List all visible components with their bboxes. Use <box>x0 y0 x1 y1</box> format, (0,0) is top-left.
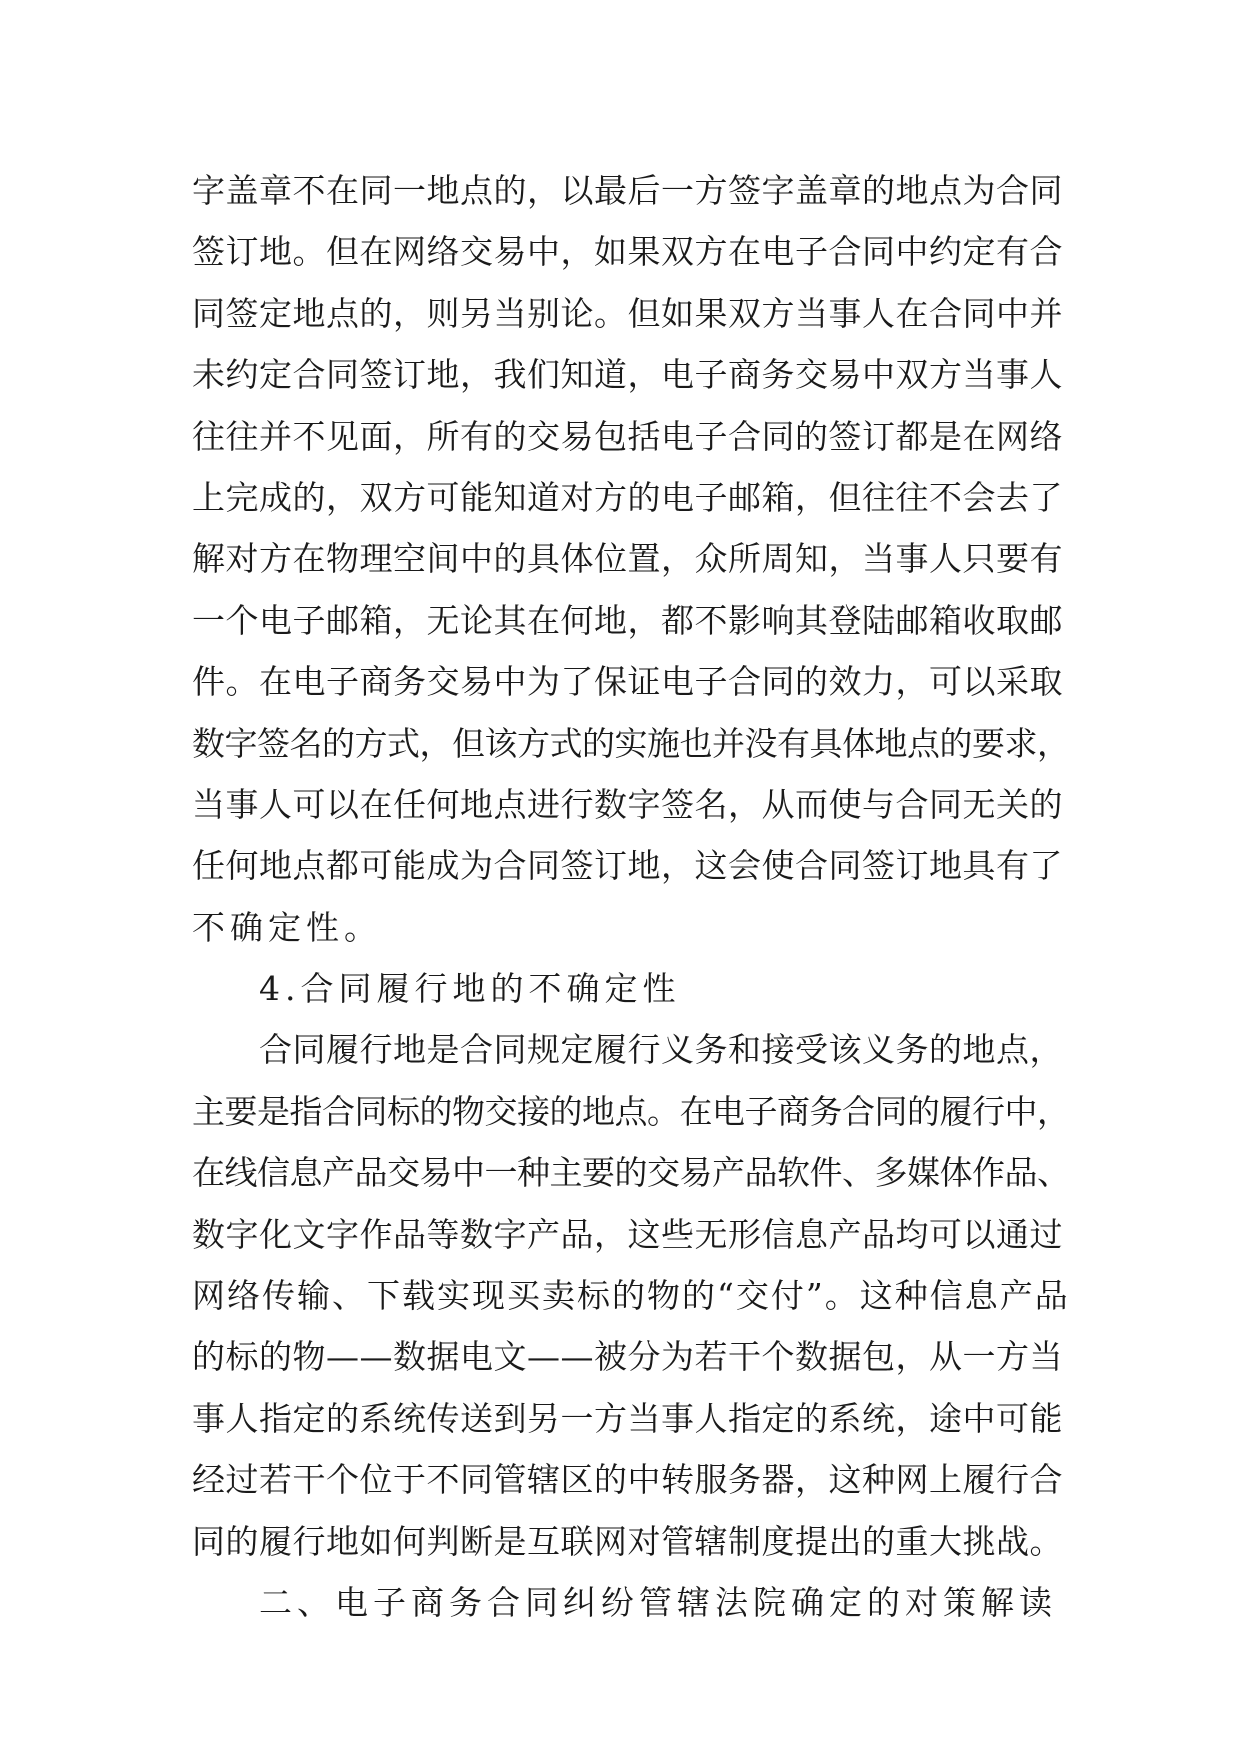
text-line-7: 解对方在物理空间中的具体位置，众所周知，当事人只要有 <box>192 539 1063 579</box>
text-line-9: 件。在电子商务交易中为了保证电子合同的效力，可以采取 <box>192 662 1063 702</box>
paragraph-start: 合同履行地是合同规定履行义务和接受该义务的地点， <box>259 1030 1063 1070</box>
text-line-16: 主要是指合同标的物交接的地点。在电子商务合同的履行中， <box>192 1091 1070 1131</box>
body-text <box>192 160 1072 1633</box>
text-line-13: 不确定性。 <box>192 907 382 947</box>
text-line-18: 数字化文字作品等数字产品，这些无形信息产品均可以通过 <box>192 1214 1063 1254</box>
text-line-10: 数字签名的方式，但该方式的实施也并没有具体地点的要求， <box>192 723 1070 763</box>
text-line-1: 字盖章不在同一地点的，以最后一方签字盖章的地点为合同 <box>192 171 1063 210</box>
section-heading-4: 4.合同履行地的不确定性 <box>259 969 681 1009</box>
text-line-23: 同的履行地如何判断是互联网对管辖制度提出的重大挑战。 <box>192 1521 1063 1561</box>
text-line-19: 网络传输、下载实现买卖标的物的“交付”。这种信息产品 <box>192 1276 1070 1316</box>
text-line-21: 事人指定的系统传送到另一方当事人指定的系统，途中可能 <box>192 1398 1063 1438</box>
text-line-12: 任何地点都可能成为合同签订地，这会使合同签订地具有了 <box>192 846 1063 886</box>
text-line-11: 当事人可以在任何地点进行数字签名，从而使与合同无关的 <box>192 784 1063 824</box>
section-heading-2: 二、电子商务合同纠纷管辖法院确定的对策解读 <box>259 1582 1057 1622</box>
text-line-2: 签订地。但在网络交易中，如果双方在电子合同中约定有合 <box>192 232 1063 272</box>
text-line-17: 在线信息产品交易中一种主要的交易产品软件、多媒体作品、 <box>192 1153 1070 1193</box>
text-line-22: 经过若干个位于不同管辖区的中转服务器，这种网上履行合 <box>192 1460 1063 1500</box>
text-line-6: 上完成的，双方可能知道对方的电子邮箱，但往往不会去了 <box>192 477 1063 517</box>
text-line-8: 一个电子邮箱，无论其在何地，都不影响其登陆邮箱收取邮 <box>192 600 1063 640</box>
text-line-4: 未约定合同签订地，我们知道，电子商务交易中双方当事人 <box>192 355 1063 395</box>
text-line-20: 的标的物——数据电文——被分为若干个数据包，从一方当 <box>192 1337 1063 1377</box>
text-line-5: 往往并不见面，所有的交易包括电子合同的签订都是在网络 <box>192 416 1063 456</box>
text-line-3: 同签定地点的，则另当别论。但如果双方当事人在合同中并 <box>192 293 1063 333</box>
